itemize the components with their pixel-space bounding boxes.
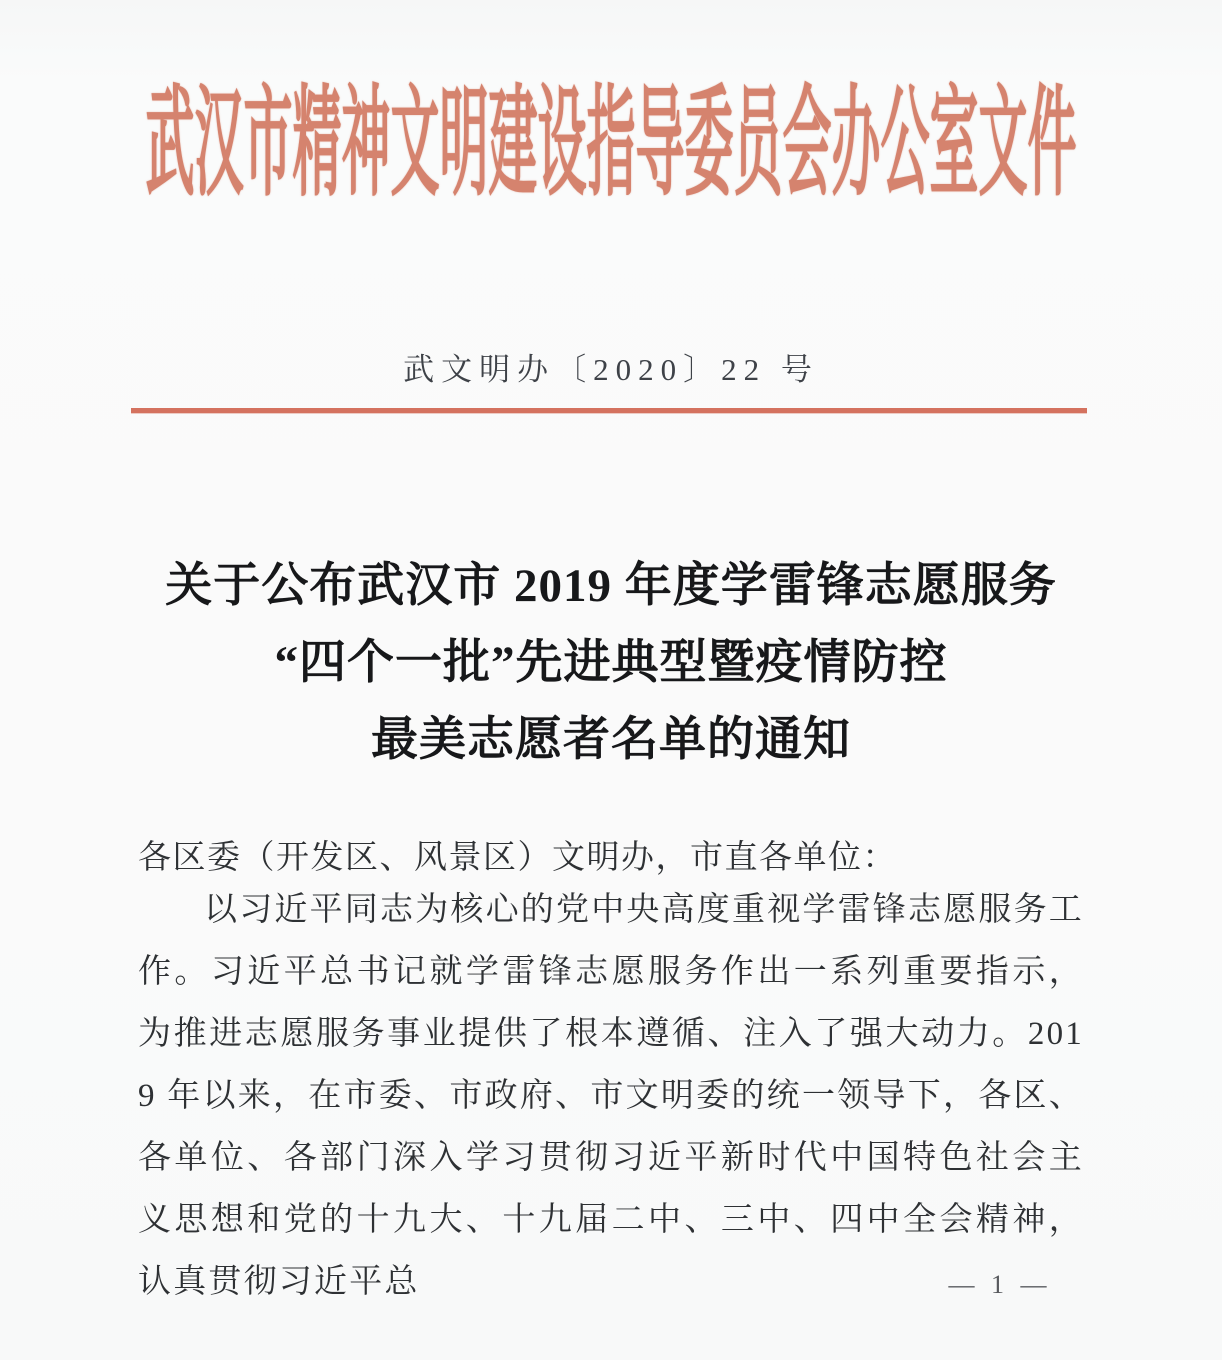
document-title-line-3: 最美志愿者名单的通知 xyxy=(371,714,851,766)
page-number: — 1 — xyxy=(948,1270,1052,1299)
document-title-line-1: 关于公布武汉市 2019 年度学雷锋志愿服务 xyxy=(165,560,1057,612)
red-divider-line xyxy=(131,408,1087,413)
document-title xyxy=(0,548,1222,779)
org-header-banner xyxy=(0,75,1222,211)
document-number: 武文明办〔2020〕22 号 xyxy=(403,352,819,387)
org-header-title: 武汉市精神文明建设指导委员会办公室文件 xyxy=(145,75,1077,211)
salutation-line: 各区委（开发区、风景区）文明办，市直各单位： xyxy=(138,840,897,876)
body-paragraph: 以习近平同志为核心的党中央高度重视学雷锋志愿服务工作。习近平总书记就学雷锋志愿服务作出一系列重要指示，为推进志愿服务事业提供了根本遵循、注入了强大动力。2019 年以来，在市委、市政府、市文明委的统一领导下，各区、各单位、各部门深入学习贯彻习近平新时代中国特色社会主义思想和党的十九大、十九届二中、三中、四中全会精神，认真贯彻习近平总 xyxy=(138,892,1084,1300)
document-title-line-2: “四个一批”先进典型暨疫情防控 xyxy=(274,637,948,689)
